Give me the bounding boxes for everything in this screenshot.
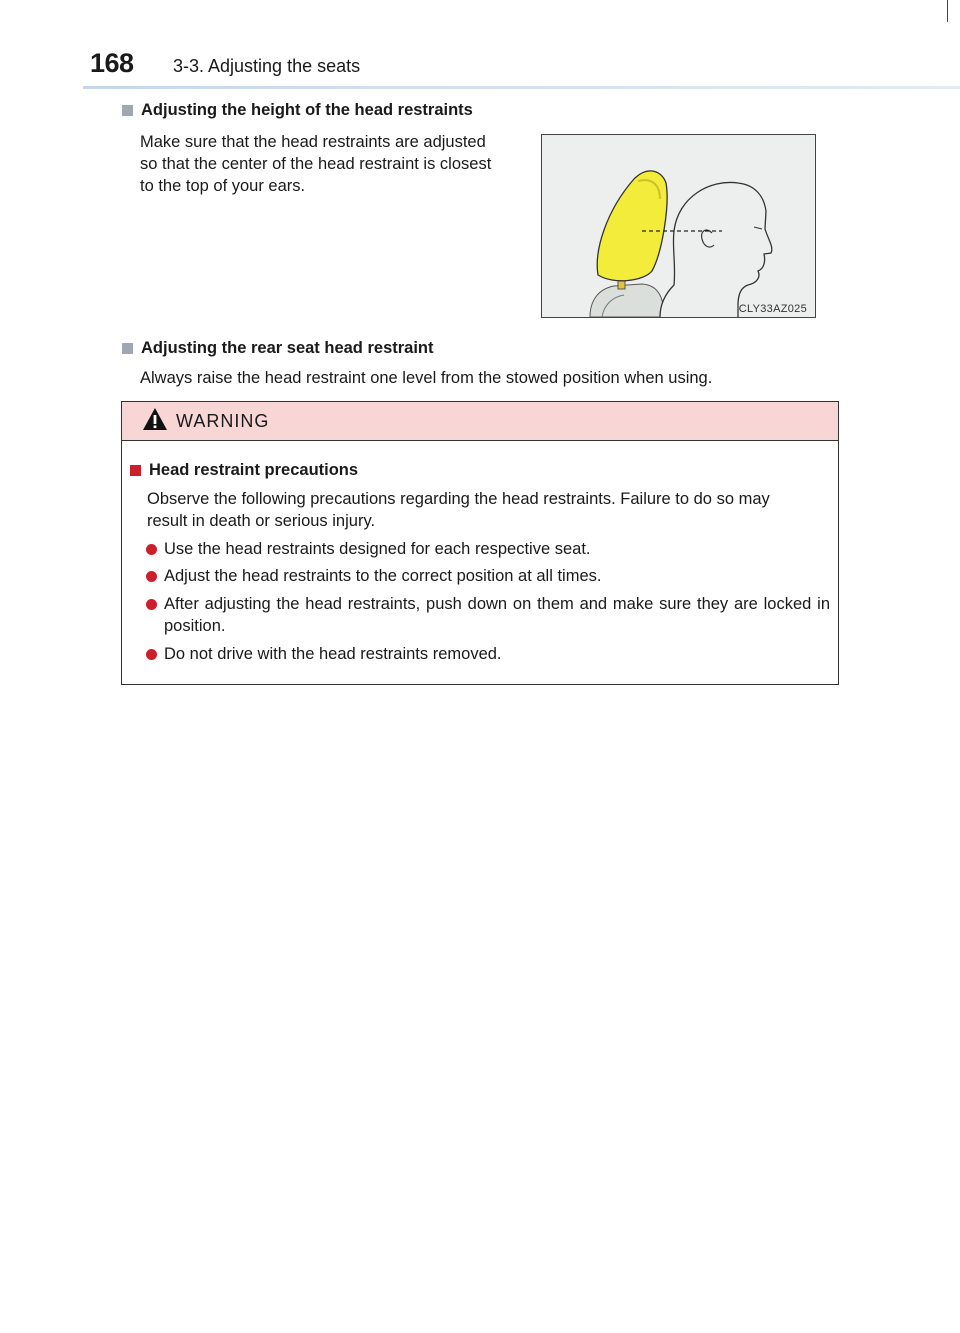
warning-subheading-text: Head restraint precautions bbox=[149, 461, 359, 479]
bullet-text: Use the head restraints designed for each respective seat. bbox=[164, 540, 591, 558]
bullet-text: Do not drive with the head restraints removed. bbox=[164, 645, 502, 663]
warning-box bbox=[121, 401, 839, 685]
warning-subheading bbox=[130, 461, 358, 480]
warning-label: WARNING bbox=[176, 410, 270, 431]
bullet-dot-icon bbox=[146, 649, 157, 660]
warning-bullet bbox=[146, 643, 830, 665]
page-number: 168 bbox=[90, 48, 134, 78]
page-header bbox=[0, 0, 960, 90]
warning-intro bbox=[147, 488, 770, 532]
warning-header bbox=[122, 402, 838, 441]
subheading-text: Adjusting the height of the head restraints bbox=[141, 101, 473, 119]
crop-mark bbox=[947, 0, 948, 22]
figure-code: CLY33AZ025 bbox=[738, 303, 807, 315]
rear-seat-paragraph: Always raise the head restraint one level from the stowed position when using. bbox=[140, 369, 713, 387]
bullet-dot-icon bbox=[146, 571, 157, 582]
head-restraint-drawing bbox=[542, 135, 815, 317]
square-bullet-icon bbox=[122, 343, 133, 354]
subheading-text: Adjusting the rear seat head restraint bbox=[141, 339, 434, 357]
bullet-dot-icon bbox=[146, 544, 157, 555]
warning-bullet bbox=[146, 593, 830, 637]
section-title: 3-3. Adjusting the seats bbox=[173, 56, 361, 76]
subheading-height-adjust bbox=[122, 101, 473, 120]
intro-line: Observe the following precautions regarding the head restraints. Failure to do so may bbox=[147, 490, 770, 508]
warning-triangle-icon bbox=[142, 407, 168, 436]
bullet-dot-icon bbox=[146, 599, 157, 610]
bullet-text: After adjusting the head restraints, push down on them and make sure they are locked in position. bbox=[164, 595, 830, 635]
paragraph-line: Make sure that the head restraints are adjusted bbox=[140, 133, 486, 151]
warning-bullet bbox=[146, 565, 830, 587]
square-bullet-icon bbox=[122, 105, 133, 116]
paragraph-line: so that the center of the head restraint is closest bbox=[140, 155, 492, 173]
subheading-rear-seat bbox=[122, 339, 434, 358]
head-restraint-illustration bbox=[541, 134, 816, 318]
height-adjust-paragraph bbox=[140, 131, 530, 197]
bullet-text: Adjust the head restraints to the correct position at all times. bbox=[164, 567, 602, 585]
header-rule bbox=[83, 86, 960, 89]
intro-line: result in death or serious injury. bbox=[147, 512, 376, 530]
square-bullet-icon bbox=[130, 465, 141, 476]
warning-bullet bbox=[146, 538, 830, 560]
paragraph-line: to the top of your ears. bbox=[140, 177, 306, 195]
